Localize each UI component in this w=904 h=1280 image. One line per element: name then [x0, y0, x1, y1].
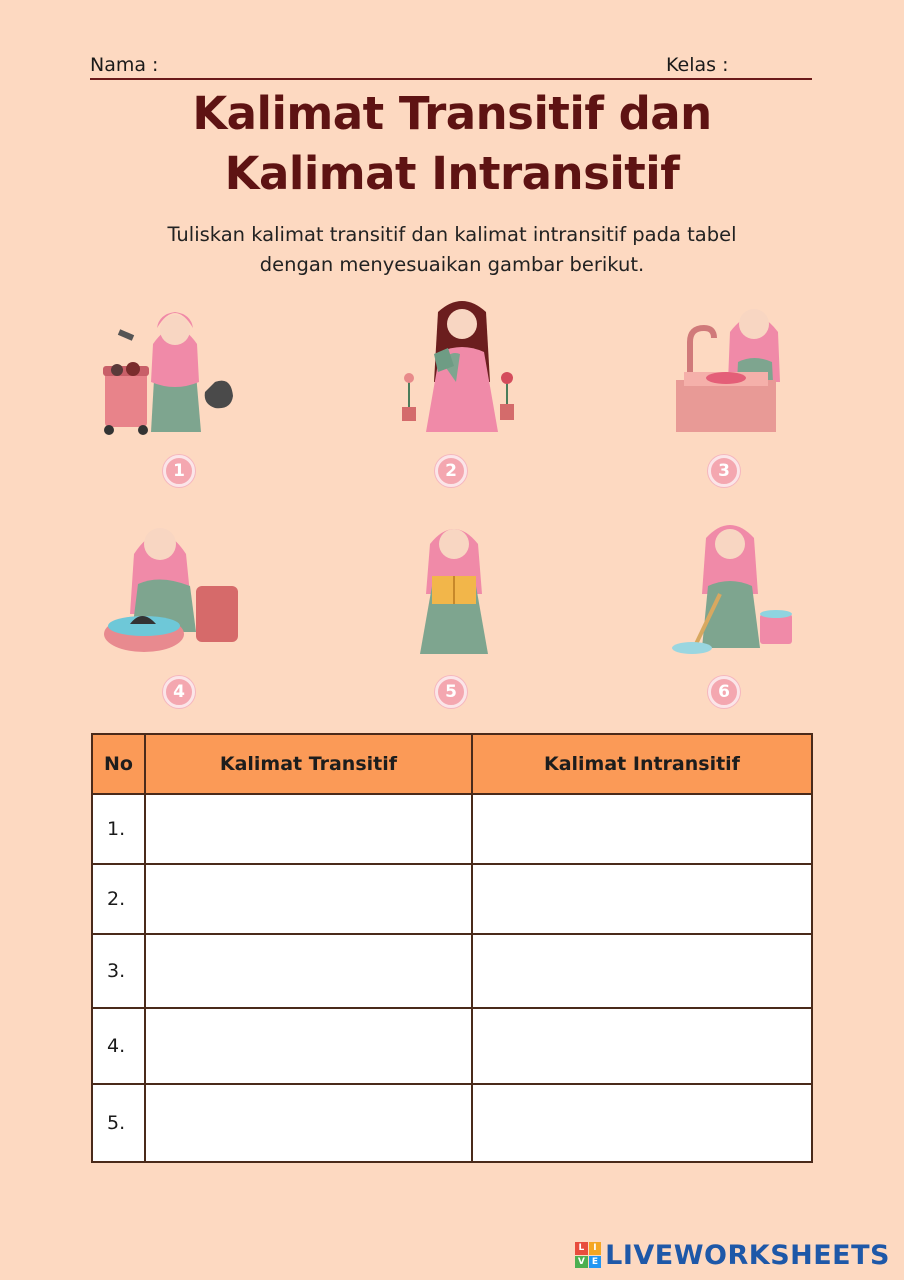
table-row [92, 934, 812, 1008]
instructions-line-1: Tuliskan kalimat transitif dan kalimat intransitif pada tabel [167, 223, 737, 246]
row-number: 4. [92, 1008, 145, 1084]
liveworksheets-logo-icon: L I V E [575, 1242, 601, 1268]
girl-reading-book-icon [378, 514, 538, 664]
intransitif-answer-cell[interactable] [472, 934, 812, 1008]
table-header-row [92, 734, 812, 794]
answer-table [91, 733, 813, 1163]
liveworksheets-brand[interactable]: LIVEWORKSHEETS [605, 1239, 890, 1271]
row-number: 5. [92, 1084, 145, 1162]
page-title [0, 84, 904, 204]
transitif-answer-cell[interactable] [145, 864, 472, 934]
instructions-line-2: dengan menyesuaikan gambar berikut. [259, 253, 645, 276]
kelas-label: Kelas : [666, 54, 729, 76]
title-line-1: Kalimat Transitif dan [192, 87, 712, 140]
girl-washing-dishes-icon [668, 292, 828, 442]
header-no: No [92, 734, 145, 794]
row-number: 2. [92, 864, 145, 934]
girl-mopping-floor-icon [666, 514, 826, 664]
header-transitif: Kalimat Transitif [145, 734, 472, 794]
intransitif-answer-cell[interactable] [472, 794, 812, 864]
nama-label: Nama : [90, 54, 159, 76]
picture-3-badge: 3 [708, 455, 740, 487]
row-number: 1. [92, 794, 145, 864]
girl-watering-plants-icon [390, 292, 550, 442]
table-row [92, 794, 812, 864]
intransitif-answer-cell[interactable] [472, 1084, 812, 1162]
picture-1-badge: 1 [163, 455, 195, 487]
title-line-2: Kalimat Intransitif [224, 147, 680, 200]
table-row [92, 1084, 812, 1162]
transitif-answer-cell[interactable] [145, 794, 472, 864]
transitif-answer-cell[interactable] [145, 934, 472, 1008]
header-intransitif: Kalimat Intransitif [472, 734, 812, 794]
liveworksheets-footer [575, 1238, 890, 1272]
row-number: 3. [92, 934, 145, 1008]
picture-2-badge: 2 [435, 455, 467, 487]
picture-6-badge: 6 [708, 676, 740, 708]
transitif-answer-cell[interactable] [145, 1008, 472, 1084]
picture-5-badge: 5 [435, 676, 467, 708]
instructions [100, 220, 804, 280]
transitif-answer-cell[interactable] [145, 1084, 472, 1162]
girl-washing-clothes-icon [98, 514, 258, 664]
girl-taking-out-trash-icon [95, 292, 255, 442]
intransitif-answer-cell[interactable] [472, 864, 812, 934]
intransitif-answer-cell[interactable] [472, 1008, 812, 1084]
picture-4-badge: 4 [163, 676, 195, 708]
table-row [92, 864, 812, 934]
name-class-header [90, 54, 812, 80]
table-row [92, 1008, 812, 1084]
